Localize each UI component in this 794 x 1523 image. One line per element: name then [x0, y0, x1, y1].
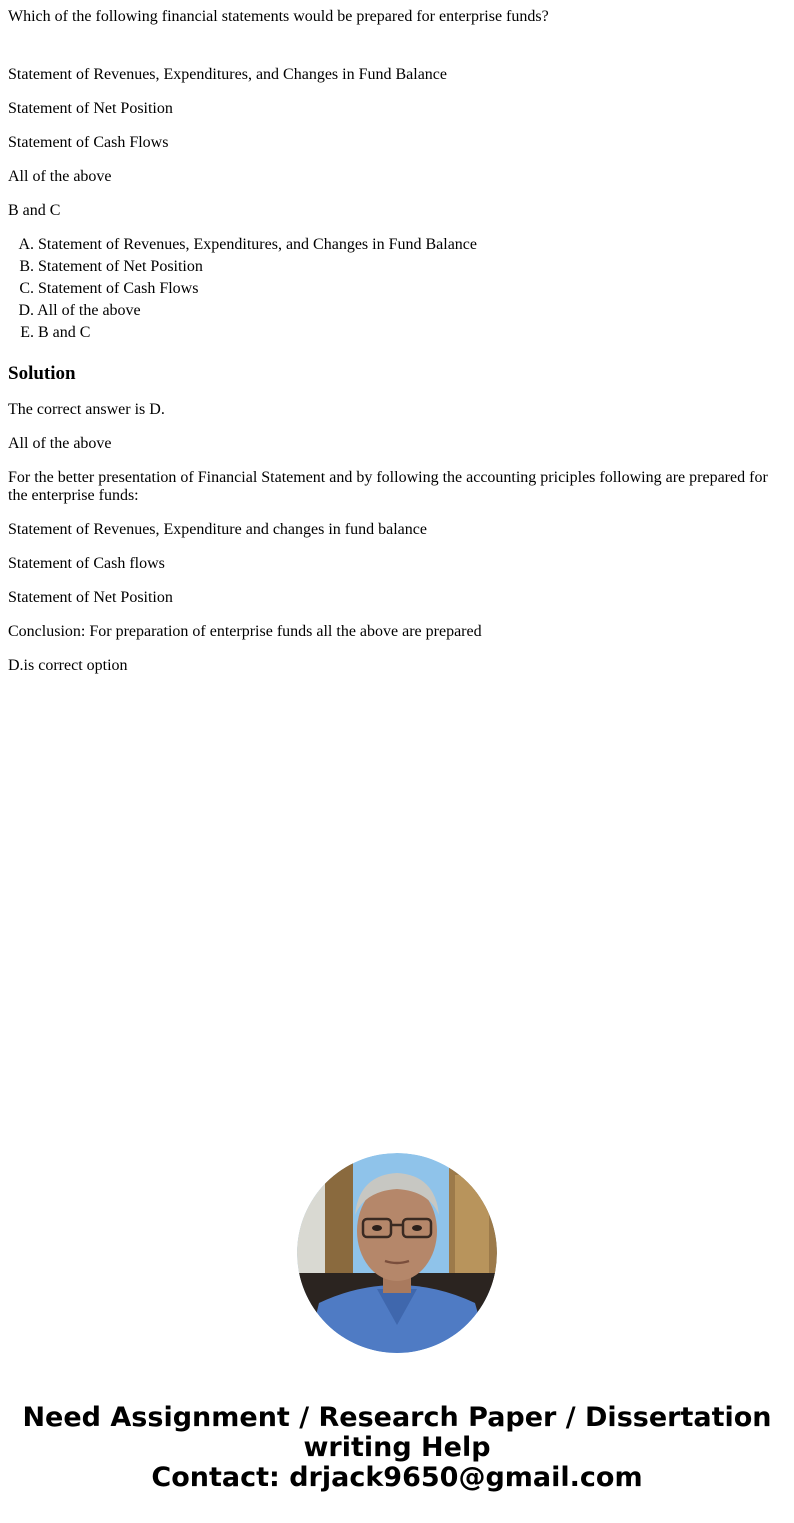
choice-paragraph: All of the above [8, 168, 112, 185]
question-text: Which of the following financial statements would be prepared for enterprise funds? [8, 8, 549, 25]
option-letter: C. [19, 280, 34, 297]
option-text: B and C [38, 324, 91, 341]
option-letter: D. [18, 302, 34, 319]
option-letter: E. [20, 324, 34, 341]
option-text: Statement of Net Position [38, 258, 203, 275]
footer-line-2: writing Help [303, 1432, 491, 1463]
footer-banner [0, 1403, 794, 1493]
document-body [8, 8, 786, 675]
choice-paragraph: Statement of Net Position [8, 100, 173, 117]
option-text: All of the above [37, 302, 141, 319]
option-item [8, 256, 786, 278]
footer-line-1: Need Assignment / Research Paper / Dissertation [22, 1402, 772, 1433]
solution-paragraph: For the better presentation of Financial Statement and by following the accounting priciples following are prepared for the enterprise funds: [8, 469, 768, 504]
solution-heading: Solution [8, 363, 76, 384]
choice-paragraph: B and C [8, 202, 61, 219]
solution-paragraph: Statement of Revenues, Expenditure and changes in fund balance [8, 521, 427, 538]
avatar-portrait-image [297, 1153, 497, 1353]
options-list [8, 234, 786, 344]
option-letter: A. [18, 236, 34, 253]
solution-paragraph: Statement of Cash flows [8, 555, 165, 572]
avatar [297, 1153, 497, 1353]
option-text: Statement of Cash Flows [38, 280, 199, 297]
option-letter: B. [19, 258, 34, 275]
solution-paragraph: The correct answer is D. [8, 401, 165, 418]
spacer [8, 26, 786, 66]
footer-contact: Contact: drjack9650@gmail.com [151, 1462, 643, 1493]
solution-paragraph: All of the above [8, 435, 112, 452]
option-item [8, 322, 786, 344]
option-text: Statement of Revenues, Expenditures, and Changes in Fund Balance [38, 236, 478, 253]
solution-paragraph: Statement of Net Position [8, 589, 173, 606]
option-item [8, 300, 786, 322]
option-item [8, 234, 786, 256]
solution-paragraph: Conclusion: For preparation of enterprise funds all the above are prepared [8, 623, 482, 640]
option-item [8, 278, 786, 300]
choice-paragraph: Statement of Revenues, Expenditures, and Changes in Fund Balance [8, 66, 448, 83]
solution-paragraph: D.is correct option [8, 657, 128, 674]
choice-paragraph: Statement of Cash Flows [8, 134, 169, 151]
